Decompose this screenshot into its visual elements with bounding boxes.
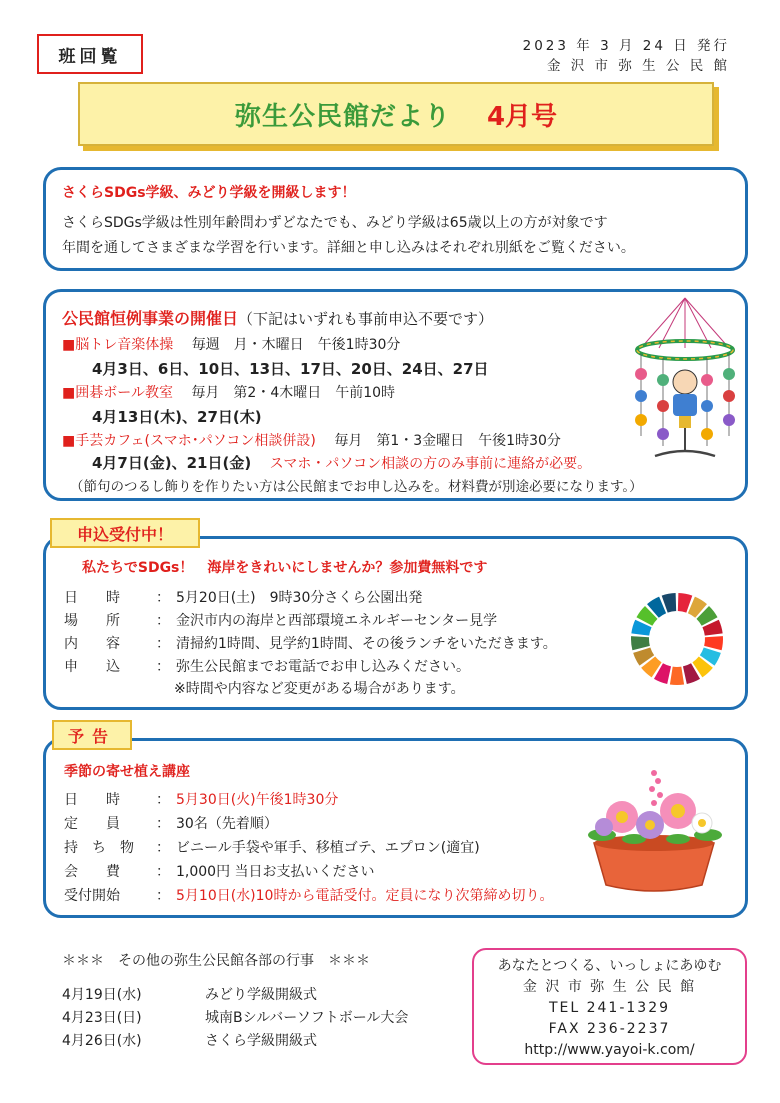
info-value: 清掃約1時間、見学約1時間、その後ランチをいただきます。 [176, 636, 557, 652]
info-row: 申 込 ： 弥生公民館までお電話でお申し込みください。 [64, 656, 470, 676]
info-label: 場 所 [64, 613, 120, 629]
section-footnote: （節句のつるし飾りを作りたい方は公民館までお申し込みを。材料費が別途必要になります。） [70, 479, 643, 495]
event-schedule: 毎月 第2・4木曜日 午前10時 [191, 385, 396, 401]
event-schedule: 毎月 第1・3金曜日 午後1時30分 [334, 433, 561, 449]
event-title: 城南Bシルバーソフトボール大会 [205, 1010, 409, 1026]
section-heading: さくらSDGs学級、みどり学級を開級します！ [62, 185, 356, 201]
newsletter-title: 弥生公民館だより [234, 101, 451, 132]
event-date: 4月19日(水) [62, 987, 142, 1003]
info-row: 会 費 ： 1,000円 当日お支払いください [64, 861, 375, 881]
regular-events-section [43, 289, 748, 501]
info-value: 金沢市内の海岸と西部環境エネルギーセンター見学 [176, 613, 498, 629]
contact-tel: TEL 241-1329 [548, 1000, 671, 1016]
flower-pot-illustration [574, 765, 734, 895]
event-row [62, 382, 395, 402]
info-value: 5月10日(水)10時から電話受付。定員になり次第締め切り。 [176, 888, 554, 904]
title-banner [78, 82, 723, 150]
contact-slogan: あなたとつくる、いっしょにあゆむ [497, 958, 722, 974]
info-row: 定 員 ： 30名（先着順） [64, 813, 278, 833]
info-value: 5月20日(土) 9時30分さくら公園出発 [176, 590, 423, 606]
event-row [62, 430, 561, 450]
info-row: 日 時 ： 5月30日(火)午後1時30分 [64, 789, 338, 809]
issue-info [523, 36, 730, 76]
notice-tab: 予告 [52, 720, 132, 750]
event-date: 4月26日(水) [62, 1033, 142, 1049]
info-value: ビニール手袋や軍手、移植ゴテ、エプロン(適宜) [176, 840, 480, 856]
info-label: 内 容 [64, 636, 120, 652]
sdgs-wheel-icon [629, 591, 725, 687]
planting-course-section [43, 738, 748, 918]
beach-cleanup-section [43, 536, 748, 710]
event-dates: 4月13日(木)、27日(木) [92, 408, 262, 426]
section-heading: 公民館恒例事業の開催日 [62, 309, 239, 328]
hanging-ornament-illustration [629, 296, 741, 474]
info-row: 持 ち 物 ： ビニール手袋や軍手、移植ゴテ、エプロン(適宜) [64, 837, 480, 857]
event-dates-row [92, 452, 591, 473]
sdg-wheel-segment [704, 636, 723, 650]
contact-name: 金 沢 市 弥 生 公 民 館 [522, 979, 697, 995]
info-value: 30名（先着順） [176, 816, 278, 832]
section-heading-row [62, 306, 493, 329]
info-row: 場 所 ： 金沢市内の海岸と西部環境エネルギーセンター見学 [64, 610, 497, 630]
info-label: 定 員 [64, 816, 120, 832]
accepting-applications-tab: 申込受付中！ [50, 518, 200, 548]
info-label: 会 費 [64, 864, 120, 880]
events-heading: ＊＊＊ その他の弥生公民館各部の行事 ＊＊＊ [62, 953, 370, 969]
contact-box [472, 948, 747, 1065]
newsletter-month: 4月号 [486, 101, 558, 132]
issue-date: 2023 年 3 月 24 日 発行 [522, 38, 730, 54]
info-label: 持 ち 物 [64, 840, 134, 856]
event-date: 4月23日(日) [62, 1010, 142, 1026]
event-dates-note: スマホ・パソコン相談の方のみ事前に連絡が必要。 [269, 456, 592, 472]
info-value: 1,000円 当日お支払いください [176, 864, 375, 880]
classes-opening-section [43, 167, 748, 271]
event-schedule: 毎週 月・木曜日 午後1時30分 [191, 337, 401, 353]
info-row: 内 容 ： 清掃約1時間、見学約1時間、その後ランチをいただきます。 [64, 633, 557, 653]
info-row: 受付開始 ： 5月10日(水)10時から電話受付。定員になり次第締め切り。 [64, 885, 553, 905]
section-text: さくらSDGs学級は性別年齢問わずどなたでも、みどり学級は65歳以上の方が対象です [62, 215, 608, 231]
circulation-badge: 班回覧 [37, 34, 143, 74]
section-text: 年間を通してさまざまな学習を行います。詳細と申し込みはそれぞれ別紙をご覧ください。 [62, 240, 635, 256]
event-row [62, 334, 400, 354]
section-note: （下記はいずれも事前申込不要です） [238, 310, 494, 328]
event-title: みどり学級開級式 [205, 987, 317, 1003]
contact-fax: FAX 236-2237 [548, 1021, 671, 1037]
sdg-wheel-segment [631, 636, 650, 650]
section-heading: 私たちでSDGs！ 海岸をきれいにしませんか？参加費無料です [82, 560, 488, 576]
contact-url[interactable]: http://www.yayoi-k.com/ [524, 1042, 695, 1058]
info-row: 日 時 ： 5月20日(土) 9時30分さくら公園出発 [64, 587, 422, 607]
event-name: ■手芸カフェ(スマホ･パソコン相談併設) [62, 433, 316, 449]
info-label: 受付開始 [64, 888, 120, 904]
info-label: 申 込 [64, 659, 120, 675]
event-dates: 4月7日(金)、21日(金) [92, 454, 252, 472]
event-name: ■囲碁ボール教室 [62, 385, 173, 401]
info-label: 日 時 [64, 792, 120, 808]
event-title: さくら学級開級式 [205, 1033, 317, 1049]
section-heading: 季節の寄せ植え講座 [64, 764, 190, 780]
info-label: 日 時 [64, 590, 120, 606]
info-value: 弥生公民館までお電話でお申し込みください。 [176, 659, 470, 675]
sdg-wheel-segment [670, 667, 684, 685]
info-value: 5月30日(火)午後1時30分 [176, 792, 339, 808]
info-note: ※時間や内容など変更がある場合があります。 [174, 681, 465, 697]
event-name: ■脳トレ音楽体操 [62, 337, 174, 353]
event-dates: 4月3日、6日、10日、13日、17日、20日、24日、27日 [92, 360, 489, 378]
publisher: 金 沢 市 弥 生 公 民 館 [546, 58, 730, 74]
